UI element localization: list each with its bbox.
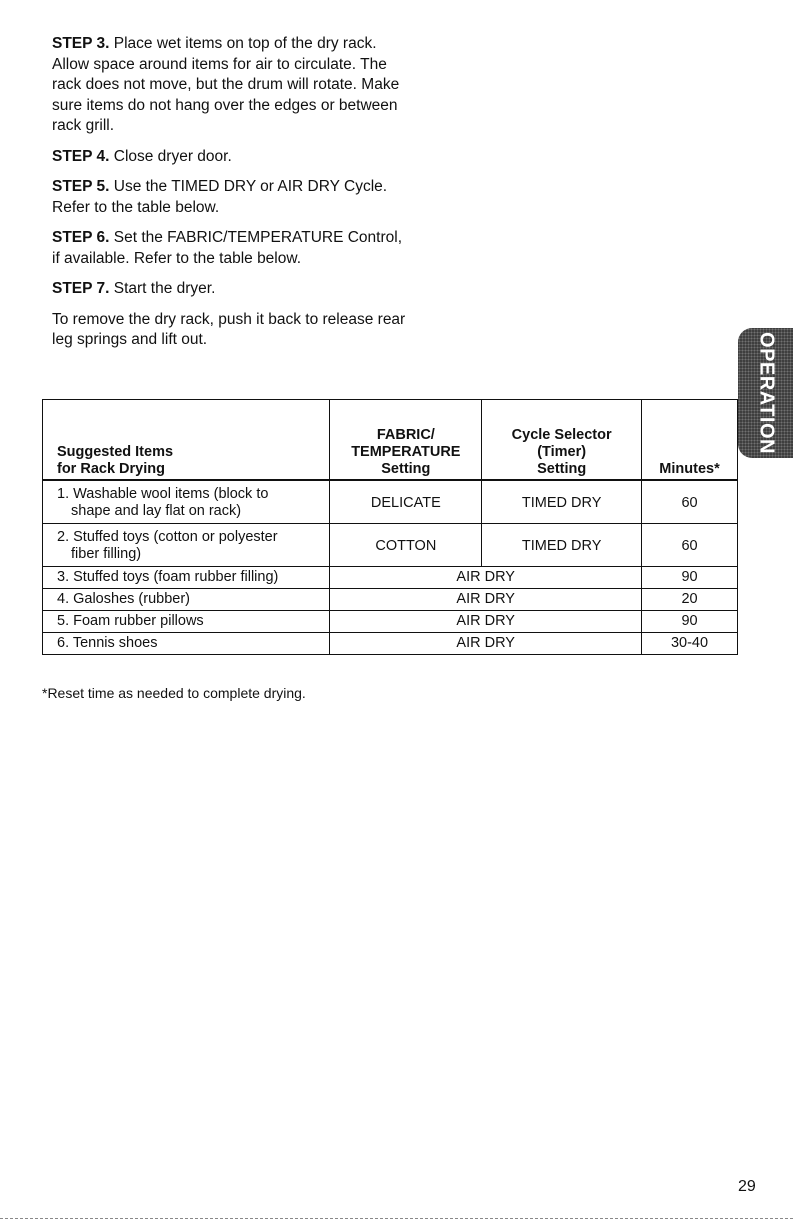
cycle-merged-cell: AIR DRY: [330, 567, 642, 589]
instruction-steps: [52, 34, 412, 361]
step-label: STEP 4.: [52, 147, 110, 165]
minutes-cell: 90: [642, 567, 738, 589]
minutes-cell: 20: [642, 589, 738, 611]
item-cell: [43, 480, 330, 524]
step-text: Use the TIMED DRY or AIR DRY Cycle. Refer to the table below.: [52, 178, 388, 216]
header-line: Setting: [537, 461, 587, 477]
cycle-merged-cell: AIR DRY: [330, 611, 642, 633]
step-4: [52, 147, 412, 168]
item-cell: 5. Foam rubber pillows: [43, 611, 330, 633]
minutes-cell: 60: [642, 480, 738, 524]
removal-instructions: To remove the dry rack, push it back to release rear leg springs and lift out.: [52, 310, 406, 348]
minutes-cell: 90: [642, 611, 738, 633]
header-suggested-items: [43, 400, 330, 481]
step-text: Place wet items on top of the dry rack. Allow space around items for air to circulate. The rack does not move, but the drum will rotate. Make sure items do not hang over the edges or between rack grill.: [52, 35, 400, 134]
header-line: TEMPERATURE: [351, 444, 461, 460]
cycle-cell: TIMED DRY: [482, 480, 642, 524]
header-fabric-temperature: [330, 400, 482, 481]
fabric-cell: DELICATE: [330, 480, 482, 524]
table-row: [43, 589, 738, 611]
table-header-row: [43, 400, 738, 481]
header-line: Cycle Selector: [511, 427, 612, 443]
cycle-merged-cell: AIR DRY: [330, 633, 642, 655]
cycle-cell: TIMED DRY: [482, 524, 642, 567]
step-text: Close dryer door.: [109, 147, 232, 165]
item-line: 1. Washable wool items (block to: [57, 486, 269, 502]
item-cell: 6. Tennis shoes: [43, 633, 330, 655]
header-line: Setting: [381, 461, 431, 477]
cycle-merged-cell: AIR DRY: [330, 589, 642, 611]
table-row: [43, 611, 738, 633]
item-line: fiber filling): [71, 546, 142, 562]
step-label: STEP 5.: [52, 178, 110, 195]
table-row: [43, 524, 738, 567]
header-line: for Rack Drying: [57, 461, 165, 477]
header-line: FABRIC/: [376, 427, 435, 443]
step-label: STEP 7.: [52, 280, 110, 297]
item-cell: 3. Stuffed toys (foam rubber filling): [43, 567, 330, 589]
section-tab-label: OPERATION: [755, 332, 777, 454]
step-7: [52, 279, 412, 300]
table-footnote: *Reset time as needed to complete drying.: [42, 685, 306, 701]
page-number: 29: [738, 1178, 756, 1195]
step-6: [52, 228, 412, 269]
rack-drying-table: [42, 399, 738, 655]
header-line: Suggested Items: [57, 444, 174, 460]
minutes-cell: 30-40: [642, 633, 738, 655]
fabric-cell: COTTON: [330, 524, 482, 567]
header-cycle-selector: [482, 400, 642, 481]
step-text: Start the dryer.: [109, 280, 216, 297]
step-label: STEP 6.: [52, 229, 110, 246]
item-cell: 4. Galoshes (rubber): [43, 589, 330, 611]
minutes-cell: 60: [642, 524, 738, 567]
item-cell: [43, 524, 330, 567]
item-line: shape and lay flat on rack): [71, 503, 242, 519]
table-row: [43, 633, 738, 655]
section-tab: [738, 328, 793, 458]
table-row: [43, 480, 738, 524]
step-3: [52, 34, 412, 137]
step-text: Set the FABRIC/TEMPERATURE Control, if available. Refer to the table below.: [52, 229, 403, 267]
step-5: [52, 177, 412, 218]
step-label: STEP 3.: [52, 35, 110, 52]
header-line: (Timer): [537, 444, 587, 460]
item-line: 2. Stuffed toys (cotton or polyester: [57, 529, 278, 545]
table-row: [43, 567, 738, 589]
page-edge-divider: [0, 1218, 793, 1219]
header-minutes: Minutes*: [642, 400, 738, 481]
